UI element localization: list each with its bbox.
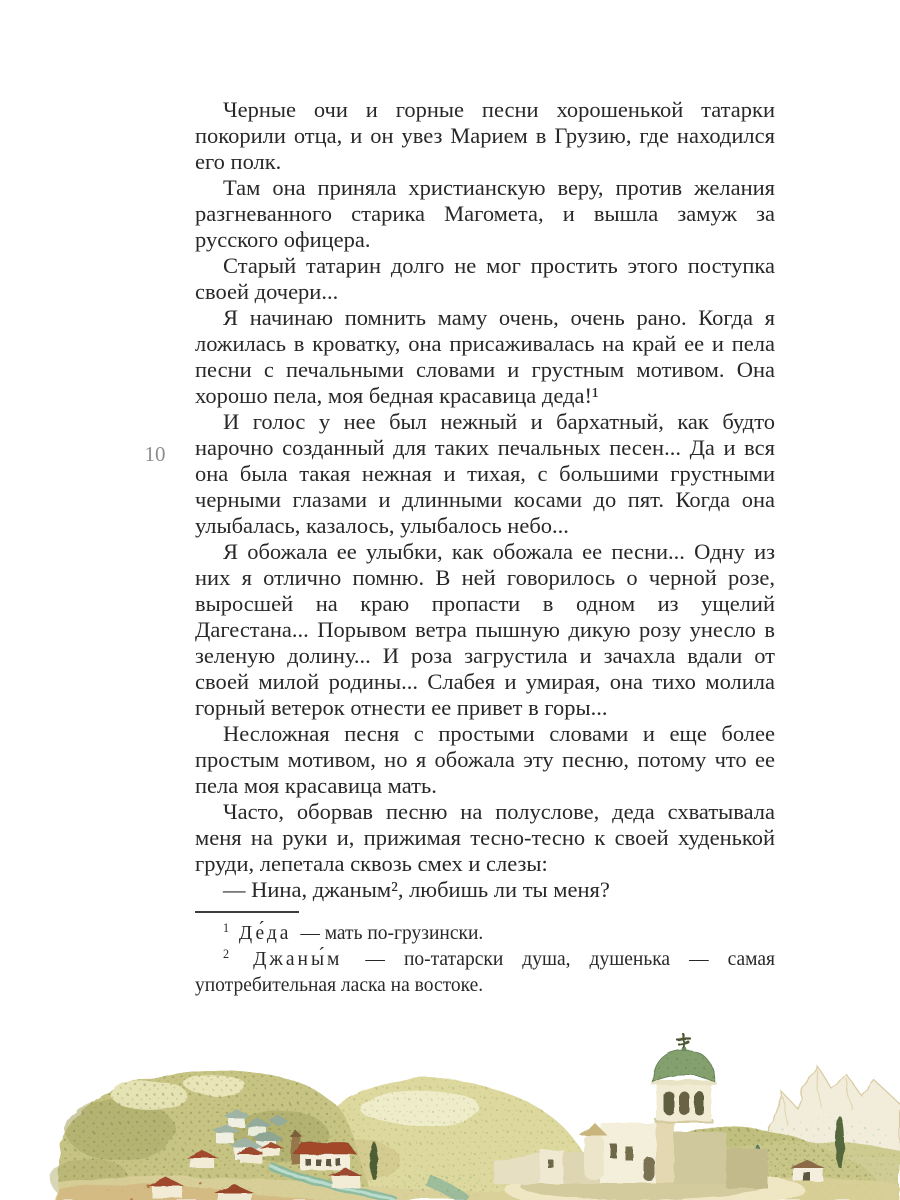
footnotes <box>195 911 775 999</box>
body-text <box>195 97 775 903</box>
footnote-term: Джаны́м <box>253 949 343 970</box>
cross <box>677 1035 691 1047</box>
paragraph: Несложная песня с простыми словами и еще более простым мотивом, но я обожала эту песню, потому что ее пела моя красавица мать. <box>195 721 775 798</box>
footnote <box>195 947 775 999</box>
paragraph: И голос у нее был нежный и бархатный, как будто нарочно созданный для таких печальных песен... Да и вся она была такая нежная и тихая, с большими грустными черными глазами и длинными косами до пят. Когда она улыбалась, казалось, улыбалось небо... <box>195 409 775 538</box>
footnote-separator <box>195 911 299 913</box>
paragraph: Я начинаю помнить маму очень, очень рано. Когда я ложилась в кроватку, она присаживалась на край ее и пела песни с печальными словами и грустным мотивом. Она хорошо пела, моя бедная красавица деда!¹ <box>195 305 775 408</box>
paragraph: Часто, оборвав песню на полуслове, деда схватывала меня на руки и, прижимая тесно-тесно к своей худенькой груди, лепетала сквозь смех и слезы: <box>195 799 775 876</box>
footnote-term: Де́да <box>238 923 292 944</box>
footnote-text: — мать по-грузински. <box>300 923 484 944</box>
paragraph: Черные очи и горные песни хорошенькой татарки покорили отца, и он увез Марием в Грузию, где находился его полк. <box>195 97 775 174</box>
watercolor-illustration <box>0 1030 900 1200</box>
footnote <box>195 921 775 947</box>
paragraph: Я обожала ее улыбки, как обожала ее песни... Одну из них я отлично помню. В ней говорилось о черной розе, выросшей на краю пропасти в одном из ущелий Дагестана... Порывом ветра пышную дикую розу унесло в зеленую долину... И роза загрустила и зачахла вдали от своей милой родины... Слабея и умирая, она тихо молила горный ветерок отнести ее привет в горы... <box>195 539 775 720</box>
text-column <box>195 97 775 999</box>
footnote-text: — по-татарски душа, душенька — самая употребительная ласка на востоке. <box>195 949 775 996</box>
paragraph: Старый татарин долго не мог простить этого поступка своей дочери... <box>195 253 775 304</box>
footnote-marker: 1 <box>223 920 230 935</box>
page-number: 10 <box>144 442 166 466</box>
footnote-marker: 2 <box>223 946 230 961</box>
paragraph: Там она приняла христианскую веру, против желания разгневанного старика Магомета, и вышла замуж за русского офицера. <box>195 175 775 252</box>
paragraph: — Нина, джаным², любишь ли ты меня? <box>223 877 610 902</box>
